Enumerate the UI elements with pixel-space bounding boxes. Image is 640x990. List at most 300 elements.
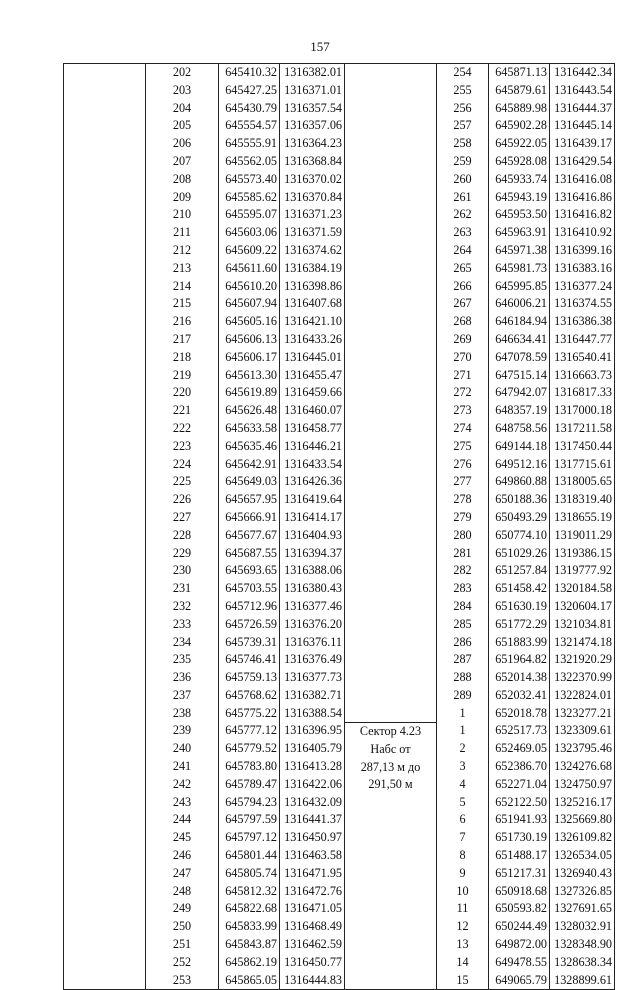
point-number: 256 <box>437 100 489 118</box>
y-coordinate: 1316442.34 <box>550 64 615 82</box>
y-coordinate: 1316460.07 <box>280 402 345 420</box>
x-coordinate: 645693.65 <box>219 562 280 580</box>
x-coordinate: 645822.68 <box>219 900 280 918</box>
table-row <box>64 634 345 652</box>
y-coordinate: 1316377.46 <box>280 598 345 616</box>
x-coordinate: 645789.47 <box>219 776 280 794</box>
point-number: 213 <box>146 260 219 278</box>
x-coordinate: 645953.50 <box>489 206 550 224</box>
x-coordinate: 645635.46 <box>219 438 280 456</box>
table-row <box>64 456 345 474</box>
point-number: 250 <box>146 918 219 936</box>
x-coordinate: 645410.32 <box>219 64 280 82</box>
y-coordinate: 1325216.17 <box>550 794 615 812</box>
y-coordinate: 1317211.58 <box>550 420 615 438</box>
x-coordinate: 645610.20 <box>219 278 280 296</box>
y-coordinate: 1318655.19 <box>550 509 615 527</box>
x-coordinate: 649860.88 <box>489 473 550 491</box>
label-cell <box>64 687 146 705</box>
y-coordinate: 1327691.65 <box>550 900 615 918</box>
table-row <box>345 722 615 740</box>
point-number: 7 <box>437 829 489 847</box>
label-cell <box>64 722 146 740</box>
x-coordinate: 645657.95 <box>219 491 280 509</box>
label-cell <box>64 829 146 847</box>
label-cell <box>64 954 146 972</box>
y-coordinate: 1316357.06 <box>280 117 345 135</box>
point-number: 262 <box>437 206 489 224</box>
point-number: 204 <box>146 100 219 118</box>
y-coordinate: 1316394.37 <box>280 545 345 563</box>
x-coordinate: 645777.12 <box>219 722 280 740</box>
y-coordinate: 1316455.47 <box>280 367 345 385</box>
y-coordinate: 1316380.43 <box>280 580 345 598</box>
y-coordinate: 1316463.58 <box>280 847 345 865</box>
y-coordinate: 1316398.86 <box>280 278 345 296</box>
label-cell <box>64 562 146 580</box>
y-coordinate: 1316377.73 <box>280 669 345 687</box>
table-row <box>64 722 345 740</box>
y-coordinate: 1319011.29 <box>550 527 615 545</box>
x-coordinate: 652032.41 <box>489 687 550 705</box>
point-number: 283 <box>437 580 489 598</box>
x-coordinate: 645427.25 <box>219 82 280 100</box>
point-number: 13 <box>437 936 489 954</box>
label-cell <box>64 651 146 669</box>
x-coordinate: 645783.80 <box>219 758 280 776</box>
point-number: 287 <box>437 651 489 669</box>
x-coordinate: 651730.19 <box>489 829 550 847</box>
label-cell <box>64 972 146 990</box>
point-number: 203 <box>146 82 219 100</box>
y-coordinate: 1324276.68 <box>550 758 615 776</box>
table-row <box>64 260 345 278</box>
point-number: 237 <box>146 687 219 705</box>
x-coordinate: 650593.82 <box>489 900 550 918</box>
x-coordinate: 645595.07 <box>219 206 280 224</box>
point-number: 1 <box>437 705 489 723</box>
point-number: 226 <box>146 491 219 509</box>
table-row <box>64 705 345 723</box>
y-coordinate: 1316388.54 <box>280 705 345 723</box>
y-coordinate: 1316357.54 <box>280 100 345 118</box>
label-cell <box>64 758 146 776</box>
y-coordinate: 1316416.82 <box>550 206 615 224</box>
x-coordinate: 651883.99 <box>489 634 550 652</box>
x-coordinate: 647942.07 <box>489 384 550 402</box>
point-number: 282 <box>437 562 489 580</box>
y-coordinate: 1316364.23 <box>280 135 345 153</box>
point-number: 214 <box>146 278 219 296</box>
point-number: 271 <box>437 367 489 385</box>
label-cell <box>64 367 146 385</box>
table-row <box>64 384 345 402</box>
y-coordinate: 1316472.76 <box>280 883 345 901</box>
y-coordinate: 1316374.62 <box>280 242 345 260</box>
x-coordinate: 652517.73 <box>489 722 550 740</box>
y-coordinate: 1322824.01 <box>550 687 615 705</box>
x-coordinate: 645797.12 <box>219 829 280 847</box>
point-number: 217 <box>146 331 219 349</box>
x-coordinate: 645768.62 <box>219 687 280 705</box>
point-number: 269 <box>437 331 489 349</box>
y-coordinate: 1316371.01 <box>280 82 345 100</box>
x-coordinate: 645805.74 <box>219 865 280 883</box>
point-number: 263 <box>437 224 489 242</box>
y-coordinate: 1316376.20 <box>280 616 345 634</box>
y-coordinate: 1316421.10 <box>280 313 345 331</box>
point-number: 275 <box>437 438 489 456</box>
label-cell <box>64 135 146 153</box>
table-row <box>64 313 345 331</box>
x-coordinate: 645677.67 <box>219 527 280 545</box>
table-row <box>64 402 345 420</box>
point-number: 208 <box>146 171 219 189</box>
table-row <box>64 776 345 794</box>
y-coordinate: 1316377.24 <box>550 278 615 296</box>
table-row <box>64 669 345 687</box>
x-coordinate: 645649.03 <box>219 473 280 491</box>
point-number: 236 <box>146 669 219 687</box>
x-coordinate: 645794.23 <box>219 794 280 812</box>
x-coordinate: 645928.08 <box>489 153 550 171</box>
y-coordinate: 1316396.95 <box>280 722 345 740</box>
point-number: 264 <box>437 242 489 260</box>
y-coordinate: 1316370.02 <box>280 171 345 189</box>
y-coordinate: 1328638.34 <box>550 954 615 972</box>
x-coordinate: 651458.42 <box>489 580 550 598</box>
y-coordinate: 1316540.41 <box>550 349 615 367</box>
point-number: 211 <box>146 224 219 242</box>
x-coordinate: 652271.04 <box>489 776 550 794</box>
table-row <box>64 420 345 438</box>
x-coordinate: 646006.21 <box>489 295 550 313</box>
label-cell <box>64 776 146 794</box>
y-coordinate: 1316382.01 <box>280 64 345 82</box>
point-number: 280 <box>437 527 489 545</box>
y-coordinate: 1316433.26 <box>280 331 345 349</box>
x-coordinate: 651217.31 <box>489 865 550 883</box>
x-coordinate: 645607.94 <box>219 295 280 313</box>
y-coordinate: 1316383.16 <box>550 260 615 278</box>
point-number: 235 <box>146 651 219 669</box>
y-coordinate: 1316471.05 <box>280 900 345 918</box>
point-number: 285 <box>437 616 489 634</box>
y-coordinate: 1316439.17 <box>550 135 615 153</box>
x-coordinate: 645619.89 <box>219 384 280 402</box>
table-row <box>64 847 345 865</box>
point-number: 288 <box>437 669 489 687</box>
label-cell <box>345 64 437 723</box>
x-coordinate: 645562.05 <box>219 153 280 171</box>
y-coordinate: 1319777.92 <box>550 562 615 580</box>
point-number: 268 <box>437 313 489 331</box>
point-number: 266 <box>437 278 489 296</box>
x-coordinate: 645554.57 <box>219 117 280 135</box>
label-cell <box>64 206 146 224</box>
point-number: 232 <box>146 598 219 616</box>
y-coordinate: 1321034.81 <box>550 616 615 634</box>
x-coordinate: 645759.13 <box>219 669 280 687</box>
point-number: 220 <box>146 384 219 402</box>
label-cell <box>64 349 146 367</box>
y-coordinate: 1326940.43 <box>550 865 615 883</box>
y-coordinate: 1317000.18 <box>550 402 615 420</box>
x-coordinate: 645726.59 <box>219 616 280 634</box>
table-row <box>64 651 345 669</box>
point-number: 276 <box>437 456 489 474</box>
x-coordinate: 645606.13 <box>219 331 280 349</box>
table-row <box>64 758 345 776</box>
point-number: 14 <box>437 954 489 972</box>
x-coordinate: 645633.58 <box>219 420 280 438</box>
point-number: 241 <box>146 758 219 776</box>
label-cell <box>64 260 146 278</box>
label-cell <box>64 740 146 758</box>
x-coordinate: 645613.30 <box>219 367 280 385</box>
label-cell <box>64 420 146 438</box>
point-number: 278 <box>437 491 489 509</box>
label-cell <box>64 527 146 545</box>
point-number: 11 <box>437 900 489 918</box>
table-row <box>64 135 345 153</box>
y-coordinate: 1316414.17 <box>280 509 345 527</box>
point-number: 248 <box>146 883 219 901</box>
y-coordinate: 1328032.91 <box>550 918 615 936</box>
y-coordinate: 1316376.11 <box>280 634 345 652</box>
x-coordinate: 645922.05 <box>489 135 550 153</box>
x-coordinate: 645611.60 <box>219 260 280 278</box>
point-number: 223 <box>146 438 219 456</box>
point-number: 240 <box>146 740 219 758</box>
y-coordinate: 1316426.36 <box>280 473 345 491</box>
label-cell <box>64 171 146 189</box>
x-coordinate: 645933.74 <box>489 171 550 189</box>
label-cell <box>64 918 146 936</box>
table-row <box>64 438 345 456</box>
coordinates-table-right <box>344 63 615 990</box>
label-cell <box>64 616 146 634</box>
point-number: 215 <box>146 295 219 313</box>
table-row <box>64 883 345 901</box>
x-coordinate: 651257.84 <box>489 562 550 580</box>
point-number: 206 <box>146 135 219 153</box>
label-cell <box>64 669 146 687</box>
point-number: 212 <box>146 242 219 260</box>
y-coordinate: 1316416.08 <box>550 171 615 189</box>
y-coordinate: 1320604.17 <box>550 598 615 616</box>
table-row <box>64 580 345 598</box>
point-number: 207 <box>146 153 219 171</box>
x-coordinate: 650774.10 <box>489 527 550 545</box>
x-coordinate: 648357.19 <box>489 402 550 420</box>
point-number: 219 <box>146 367 219 385</box>
label-cell <box>64 456 146 474</box>
y-coordinate: 1316405.79 <box>280 740 345 758</box>
label-cell <box>64 402 146 420</box>
y-coordinate: 1316447.77 <box>550 331 615 349</box>
x-coordinate: 645430.79 <box>219 100 280 118</box>
x-coordinate: 645746.41 <box>219 651 280 669</box>
point-number: 245 <box>146 829 219 847</box>
label-cell <box>64 811 146 829</box>
table-row <box>64 206 345 224</box>
x-coordinate: 645687.55 <box>219 545 280 563</box>
x-coordinate: 645843.87 <box>219 936 280 954</box>
x-coordinate: 652386.70 <box>489 758 550 776</box>
x-coordinate: 647078.59 <box>489 349 550 367</box>
table-row <box>64 972 345 990</box>
label-cell <box>64 794 146 812</box>
x-coordinate: 645626.48 <box>219 402 280 420</box>
point-number: 230 <box>146 562 219 580</box>
point-number: 243 <box>146 794 219 812</box>
table-row <box>64 829 345 847</box>
x-coordinate: 645871.13 <box>489 64 550 82</box>
y-coordinate: 1321920.29 <box>550 651 615 669</box>
x-coordinate: 645963.91 <box>489 224 550 242</box>
point-number: 260 <box>437 171 489 189</box>
table-row <box>64 687 345 705</box>
point-number: 1 <box>437 722 489 740</box>
table-row <box>64 900 345 918</box>
x-coordinate: 645775.22 <box>219 705 280 723</box>
point-number: 253 <box>146 972 219 990</box>
point-number: 12 <box>437 918 489 936</box>
table-row <box>64 598 345 616</box>
sector-label-line: 291,50 м <box>368 777 413 792</box>
table-row <box>64 918 345 936</box>
x-coordinate: 645879.61 <box>489 82 550 100</box>
x-coordinate: 645666.91 <box>219 509 280 527</box>
point-number: 224 <box>146 456 219 474</box>
y-coordinate: 1316374.55 <box>550 295 615 313</box>
x-coordinate: 650188.36 <box>489 491 550 509</box>
point-number: 15 <box>437 972 489 990</box>
point-number: 273 <box>437 402 489 420</box>
sector-label-line: 287,13 м до <box>360 759 421 774</box>
y-coordinate: 1323277.21 <box>550 705 615 723</box>
x-coordinate: 645862.19 <box>219 954 280 972</box>
x-coordinate: 645995.85 <box>489 278 550 296</box>
label-cell <box>64 153 146 171</box>
y-coordinate: 1316368.84 <box>280 153 345 171</box>
table-row <box>64 153 345 171</box>
y-coordinate: 1316444.83 <box>280 972 345 990</box>
point-number: 284 <box>437 598 489 616</box>
label-cell <box>64 384 146 402</box>
x-coordinate: 652014.38 <box>489 669 550 687</box>
point-number: 222 <box>146 420 219 438</box>
y-coordinate: 1318005.65 <box>550 473 615 491</box>
label-cell <box>64 331 146 349</box>
x-coordinate: 651029.26 <box>489 545 550 563</box>
point-number: 234 <box>146 634 219 652</box>
y-coordinate: 1316410.92 <box>550 224 615 242</box>
label-cell <box>64 313 146 331</box>
label-cell <box>64 900 146 918</box>
table-row <box>64 740 345 758</box>
label-cell <box>64 224 146 242</box>
y-coordinate: 1322370.99 <box>550 669 615 687</box>
table-row <box>64 295 345 313</box>
x-coordinate: 645605.16 <box>219 313 280 331</box>
table-row <box>64 473 345 491</box>
x-coordinate: 649144.18 <box>489 438 550 456</box>
point-number: 4 <box>437 776 489 794</box>
label-cell <box>64 634 146 652</box>
x-coordinate: 652018.78 <box>489 705 550 723</box>
point-number: 231 <box>146 580 219 598</box>
y-coordinate: 1316404.93 <box>280 527 345 545</box>
y-coordinate: 1318319.40 <box>550 491 615 509</box>
x-coordinate: 652122.50 <box>489 794 550 812</box>
point-number: 210 <box>146 206 219 224</box>
label-cell <box>64 883 146 901</box>
point-number: 265 <box>437 260 489 278</box>
y-coordinate: 1316663.73 <box>550 367 615 385</box>
y-coordinate: 1316444.37 <box>550 100 615 118</box>
label-cell <box>64 117 146 135</box>
point-number: 221 <box>146 402 219 420</box>
point-number: 251 <box>146 936 219 954</box>
y-coordinate: 1316376.49 <box>280 651 345 669</box>
point-number: 238 <box>146 705 219 723</box>
point-number: 249 <box>146 900 219 918</box>
y-coordinate: 1317715.61 <box>550 456 615 474</box>
x-coordinate: 649872.00 <box>489 936 550 954</box>
label-cell <box>64 438 146 456</box>
y-coordinate: 1316384.19 <box>280 260 345 278</box>
label-cell <box>64 82 146 100</box>
table-row <box>64 171 345 189</box>
y-coordinate: 1319386.15 <box>550 545 615 563</box>
point-number: 257 <box>437 117 489 135</box>
point-number: 5 <box>437 794 489 812</box>
y-coordinate: 1316433.54 <box>280 456 345 474</box>
x-coordinate: 651630.19 <box>489 598 550 616</box>
y-coordinate: 1328899.61 <box>550 972 615 990</box>
x-coordinate: 649512.16 <box>489 456 550 474</box>
table-row <box>64 865 345 883</box>
x-coordinate: 645555.91 <box>219 135 280 153</box>
label-cell <box>64 242 146 260</box>
point-number: 209 <box>146 189 219 207</box>
x-coordinate: 645585.62 <box>219 189 280 207</box>
point-number: 274 <box>437 420 489 438</box>
table-row <box>64 936 345 954</box>
x-coordinate: 651488.17 <box>489 847 550 865</box>
label-cell <box>64 100 146 118</box>
table-row <box>64 189 345 207</box>
x-coordinate: 645902.28 <box>489 117 550 135</box>
point-number: 218 <box>146 349 219 367</box>
label-cell <box>64 491 146 509</box>
y-coordinate: 1320184.58 <box>550 580 615 598</box>
y-coordinate: 1316462.59 <box>280 936 345 954</box>
point-number: 272 <box>437 384 489 402</box>
y-coordinate: 1316817.33 <box>550 384 615 402</box>
x-coordinate: 650244.49 <box>489 918 550 936</box>
label-cell <box>64 64 146 82</box>
x-coordinate: 645981.73 <box>489 260 550 278</box>
x-coordinate: 649478.55 <box>489 954 550 972</box>
point-number: 247 <box>146 865 219 883</box>
x-coordinate: 645603.06 <box>219 224 280 242</box>
point-number: 289 <box>437 687 489 705</box>
x-coordinate: 646634.41 <box>489 331 550 349</box>
point-number: 10 <box>437 883 489 901</box>
